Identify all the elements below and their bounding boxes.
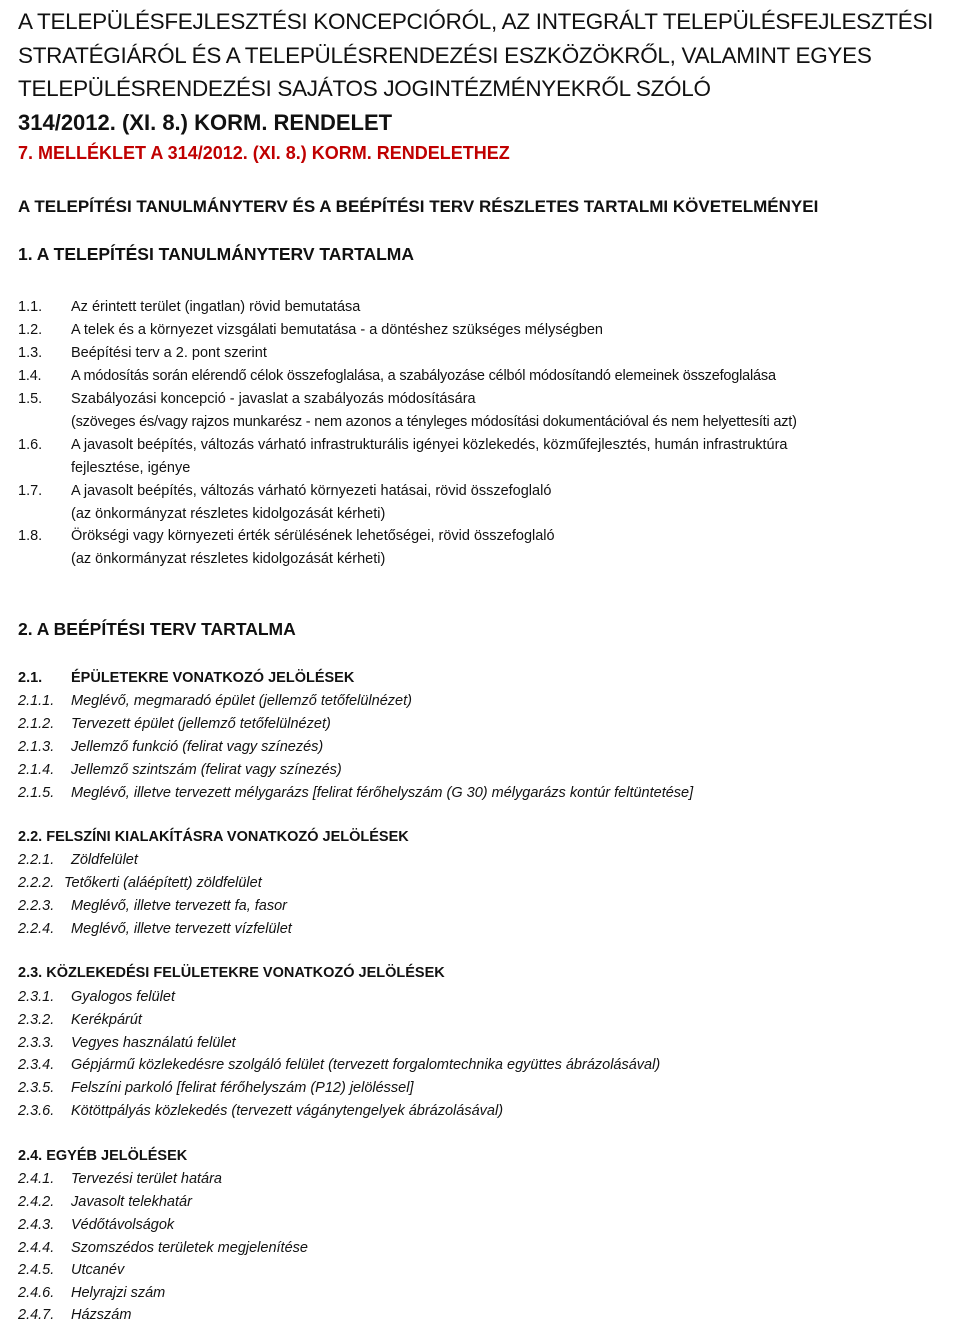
group-number: 2.3. (18, 965, 47, 981)
item-text: Meglévő, illetve tervezett mélygarázs [felirat férőhelyszám (G 30) mélygarázs kontúr feltüntetése] (71, 785, 694, 801)
item-text: Felszíni parkoló [felirat férőhelyszám (P12) jelöléssel] (71, 1080, 414, 1096)
group-heading (18, 830, 409, 845)
item-text: Javasolt telekhatár (71, 1194, 192, 1210)
item-number: 2.4.7. (18, 1307, 55, 1323)
item-number: 2.1.5. (18, 785, 55, 801)
group-title: EGYÉB JELÖLÉSEK (46, 1148, 188, 1164)
item-number: 2.4.3. (18, 1217, 55, 1233)
item-text: A módosítás során elérendő célok összefoglalása, a szabályozáse célból módosítandó elemeinek összefoglalása (71, 368, 776, 384)
item-text: Kerékpárút (71, 1012, 142, 1028)
item-number: 2.3.6. (18, 1103, 55, 1119)
item-text: Jellemző funkció (felirat vagy színezés) (71, 739, 324, 755)
item-text: Beépítési terv a 2. pont szerint (71, 345, 267, 361)
item-number: 2.1.4. (18, 762, 55, 778)
item-text: Örökségi vagy környezeti érték sérülésének lehetőségei, rövid összefoglaló (71, 528, 555, 544)
group-title: KÖZLEKEDÉSI FELÜLETEKRE VONATKOZÓ JELÖLÉSEK (46, 965, 445, 981)
item-text: Zöldfelület (71, 852, 138, 868)
item-number: 1.8. (18, 528, 43, 544)
annex-title: 7. MELLÉKLET A 314/2012. (XI. 8.) KORM. RENDELETHEZ (18, 143, 510, 163)
item-number: 2.4.6. (18, 1285, 55, 1301)
item-text: A telek és a környezet vizsgálati bemutatása - a döntéshez szükséges mélységben (71, 322, 603, 338)
subject-title: A TELEPÍTÉSI TANULMÁNYTERV ÉS A BEÉPÍTÉSI TERV RÉSZLETES TARTALMI KÖVETELMÉNYEI (18, 197, 819, 216)
item-continuation: fejlesztése, igénye (71, 460, 191, 476)
item-text: Meglévő, illetve tervezett vízfelület (71, 921, 292, 937)
item-text: Gépjármű közlekedésre szolgáló felület (tervezett forgalomtechnika együttes ábrázolásával) (71, 1057, 661, 1073)
item-number: 1.3. (18, 345, 43, 361)
item-text: Vegyes használatú felület (71, 1035, 236, 1051)
item-number: 2.3.1. (18, 989, 55, 1005)
item-continuation: (az önkormányzat részletes kidolgozását kérheti) (71, 506, 386, 522)
item-number: 2.1.1. (18, 693, 55, 709)
item-number: 2.4.2. (18, 1194, 55, 1210)
rendelet-title: 314/2012. (XI. 8.) KORM. RENDELET (18, 110, 393, 135)
item-number: 2.4.1. (18, 1171, 55, 1187)
item-number: 2.2.2. (18, 875, 55, 891)
item-text: Kötöttpályás közlekedés (tervezett vágánytengelyek ábrázolásával) (71, 1103, 504, 1119)
item-number: 1.5. (18, 391, 43, 407)
doc-title-line-2: STRATÉGIÁRÓL ÉS A TELEPÜLÉSRENDEZÉSI ESZKÖZÖKRŐL, VALAMINT EGYES (18, 43, 872, 68)
item-number: 2.2.1. (18, 852, 55, 868)
item-text: Helyrajzi szám (71, 1285, 166, 1301)
item-number: 2.4.5. (18, 1262, 55, 1278)
item-number: 2.3.4. (18, 1057, 55, 1073)
section2-heading: 2. A BEÉPÍTÉSI TERV TARTALMA (18, 619, 296, 639)
item-number: 1.2. (18, 322, 43, 338)
item-text: Tetőkerti (aláépített) zöldfelület (64, 875, 262, 891)
group-heading (18, 966, 445, 981)
item-text: Meglévő, illetve tervezett fa, fasor (71, 898, 287, 914)
item-number: 2.1.3. (18, 739, 55, 755)
item-number: 2.4.4. (18, 1240, 55, 1256)
doc-title-line-3: TELEPÜLÉSRENDEZÉSI SAJÁTOS JOGINTÉZMÉNYEKRŐL SZÓLÓ (18, 76, 711, 101)
item-number: 1.7. (18, 483, 43, 499)
group-number: 2.4. (18, 1148, 47, 1164)
item-number: 2.3.2. (18, 1012, 55, 1028)
item-text: Az érintett terület (ingatlan) rövid bemutatása (71, 299, 361, 315)
item-number: 1.1. (18, 299, 43, 315)
item-number: 2.2.3. (18, 898, 55, 914)
item-number: 2.3.3. (18, 1035, 55, 1051)
item-text: Szabályozási koncepció - javaslat a szabályozás módosítására (71, 391, 476, 407)
item-text: A javasolt beépítés, változás várható környezeti hatásai, rövid összefoglaló (71, 483, 552, 499)
item-number: 2.1.2. (18, 716, 55, 732)
group-number: 2.1. (18, 670, 43, 686)
item-text: A javasolt beépítés, változás várható infrastrukturális igényei közlekedés, közműfejlesztés, humán infrastruktúra (71, 437, 788, 453)
item-continuation: (az önkormányzat részletes kidolgozását kérheti) (71, 551, 386, 567)
group-title: ÉPÜLETEKRE VONATKOZÓ JELÖLÉSEK (71, 670, 355, 686)
item-text: Utcanév (71, 1262, 125, 1278)
item-text: Védőtávolságok (71, 1217, 175, 1233)
item-text: Tervezési terület határa (71, 1171, 222, 1187)
section1-heading: 1. A TELEPÍTÉSI TANULMÁNYTERV TARTALMA (18, 244, 415, 264)
group-heading (18, 1149, 187, 1164)
group-number: 2.2. (18, 829, 47, 845)
item-text: Szomszédos területek megjelenítése (71, 1240, 308, 1256)
item-text: Házszám (71, 1307, 132, 1323)
item-number: 1.6. (18, 437, 43, 453)
item-text: Jellemző szintszám (felirat vagy színezés) (71, 762, 342, 778)
group-title: FELSZÍNI KIALAKÍTÁSRA VONATKOZÓ JELÖLÉSEK (46, 829, 409, 845)
item-text: Tervezett épület (jellemző tetőfelülnézet) (71, 716, 331, 732)
item-number: 1.4. (18, 368, 42, 384)
item-number: 2.3.5. (18, 1080, 55, 1096)
item-continuation: (szöveges és/vagy rajzos munkarész - nem azonos a tényleges módosítási dokumentációval és nem helyettesíti azt) (71, 414, 797, 430)
item-number: 2.2.4. (18, 921, 55, 937)
item-text: Gyalogos felület (71, 989, 175, 1005)
doc-title-line-1: A TELEPÜLÉSFEJLESZTÉSI KONCEPCIÓRÓL, AZ INTEGRÁLT TELEPÜLÉSFEJLESZTÉSI (18, 9, 934, 34)
item-text: Meglévő, megmaradó épület (jellemző tetőfelülnézet) (71, 693, 412, 709)
